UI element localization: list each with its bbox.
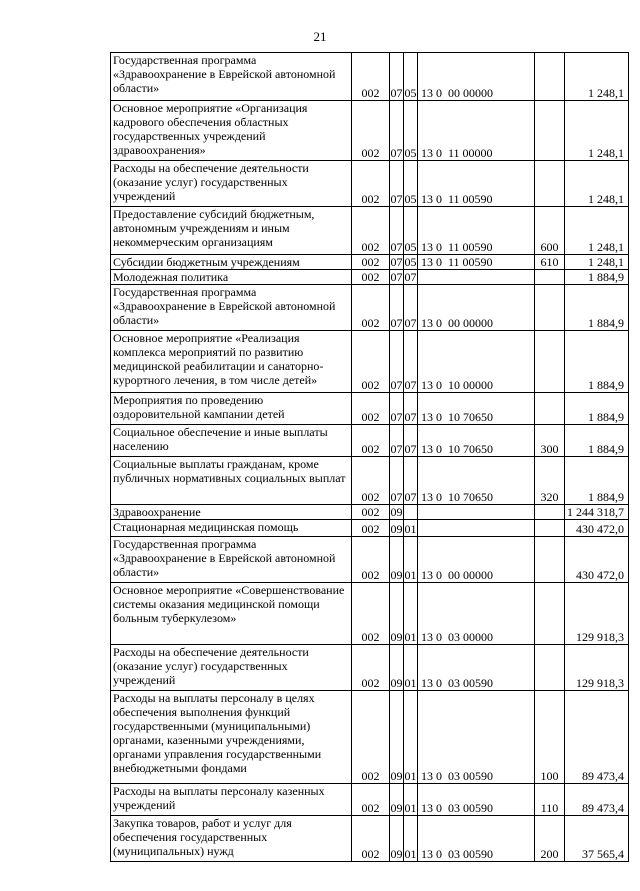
row-name: Здравоохранение — [111, 505, 352, 520]
row-name: Мероприятия по проведению оздоровительной кампании детей — [111, 393, 352, 425]
section-code: 07 — [390, 270, 403, 284]
target-item-code: 13 0 03 00590 — [418, 784, 535, 816]
amount: 1 248,1 — [565, 101, 629, 161]
amount: 1 248,1 — [565, 161, 629, 207]
section-code: 07 — [390, 331, 404, 393]
target-item-code: 13 0 11 00590 — [418, 207, 535, 255]
expense-type-code — [535, 645, 565, 691]
table-row — [111, 645, 629, 691]
row-name: Основное мероприятие «Организация кадрового обеспечения областных государственных учреждений здравоохранения» — [111, 101, 352, 161]
subsection-code — [404, 505, 418, 520]
section-code: 07 — [390, 101, 404, 161]
target-item-code: 13 0 00 00000 — [418, 537, 535, 583]
ved-code: 002 — [352, 255, 390, 270]
table-body — [111, 53, 629, 862]
target-item-code — [418, 270, 535, 285]
table-row — [111, 537, 629, 583]
section-code: 07 — [390, 393, 404, 425]
ved-code: 002 — [352, 505, 390, 520]
row-name: Молодежная политика — [111, 270, 352, 285]
amount: 430 472,0 — [565, 537, 629, 583]
amount: 89 473,4 — [565, 784, 629, 816]
expense-type-code — [535, 583, 565, 645]
amount: 1 884,9 — [565, 331, 629, 393]
expense-type-code: 610 — [535, 255, 565, 270]
expense-type-code: 200 — [535, 816, 565, 862]
section-code: 09 — [390, 645, 404, 691]
ved-code: 002 — [352, 457, 390, 505]
ved-code: 002 — [352, 285, 390, 331]
target-item-code: 13 0 10 70650 — [418, 393, 535, 425]
amount: 430 472,0 — [565, 520, 629, 537]
subsection-code: 07 — [404, 425, 418, 457]
target-item-code: 13 0 03 00000 — [418, 583, 535, 645]
row-name: Субсидии бюджетным учреждениям — [111, 255, 352, 270]
table-row — [111, 270, 629, 285]
ved-code: 002 — [352, 101, 390, 161]
ved-code: 002 — [352, 645, 390, 691]
amount: 129 918,3 — [565, 645, 629, 691]
table-row — [111, 816, 629, 862]
target-item-code: 13 0 10 70650 — [418, 425, 535, 457]
table-row — [111, 331, 629, 393]
table-row — [111, 583, 629, 645]
amount: 1 884,9 — [565, 425, 629, 457]
target-item-code: 13 0 11 00000 — [418, 101, 535, 161]
amount: 129 918,3 — [565, 583, 629, 645]
subsection-code: 07 — [404, 393, 418, 425]
ved-code: 002 — [352, 53, 390, 101]
expense-type-code — [535, 520, 565, 537]
target-item-code — [418, 505, 535, 520]
subsection-code: 01 — [404, 583, 418, 645]
expense-type-code: 110 — [535, 784, 565, 816]
amount: 1 884,9 — [565, 457, 629, 505]
expense-type-code — [535, 270, 565, 285]
row-name: Расходы на выплаты персоналу в целях обеспечения выполнения функций государственными (муниципальными) органами, казенными учреждениями, органами управления государственными внебюджетными фондами — [111, 691, 352, 784]
ved-code: 002 — [352, 393, 390, 425]
subsection-code: 05 — [404, 255, 417, 269]
section-code: 07 — [390, 255, 403, 269]
target-item-code: 13 0 03 00590 — [418, 816, 535, 862]
row-name: Государственная программа «Здравоохранение в Еврейской автономной области» — [111, 53, 352, 101]
row-name: Социальные выплаты гражданам, кроме публичных нормативных социальных выплат — [111, 457, 352, 505]
row-name: Государственная программа «Здравоохранение в Еврейской автономной области» — [111, 537, 352, 583]
ved-code: 002 — [352, 691, 390, 784]
row-name: Социальное обеспечение и иные выплаты населению — [111, 425, 352, 457]
subsection-code: 05 — [404, 53, 418, 101]
ved-code: 002 — [352, 331, 390, 393]
expense-type-code — [535, 505, 565, 520]
expense-type-code — [535, 161, 565, 207]
expense-type-code: 320 — [535, 457, 565, 505]
subsection-code: 07 — [404, 331, 418, 393]
row-name: Основное мероприятие «Реализация комплекса мероприятий по развитию медицинской реабилитации и санаторно-курортного лечения, в том числе детей» — [111, 331, 352, 393]
target-item-code: 13 0 11 00590 — [418, 255, 535, 270]
subsection-code: 05 — [404, 161, 418, 207]
ved-code: 002 — [352, 537, 390, 583]
table-row — [111, 207, 629, 255]
ved-code: 002 — [352, 784, 390, 816]
target-item-code: 13 0 00 00000 — [418, 53, 535, 101]
section-code: 09 — [390, 816, 404, 862]
row-name: Стационарная медицинская помощь — [111, 520, 352, 537]
amount: 1 248,1 — [565, 207, 629, 255]
table-row — [111, 457, 629, 505]
section-code: 09 — [390, 537, 404, 583]
expense-type-code — [535, 285, 565, 331]
section-code: 09 — [390, 691, 404, 784]
section-code: 09 — [390, 505, 403, 519]
row-name: Расходы на обеспечение деятельности (оказание услуг) государственных учреждений — [111, 161, 352, 207]
ved-code: 002 — [352, 816, 390, 862]
target-item-code: 13 0 11 00590 — [418, 161, 535, 207]
table-row — [111, 285, 629, 331]
amount: 1 884,9 — [565, 393, 629, 425]
subsection-code: 05 — [404, 207, 418, 255]
subsection-code: 07 — [404, 285, 418, 331]
ved-code: 002 — [352, 520, 390, 537]
subsection-code: 01 — [404, 520, 418, 537]
expense-type-code — [535, 53, 565, 101]
expense-type-code: 600 — [535, 207, 565, 255]
table-row — [111, 393, 629, 425]
expense-type-code: 300 — [535, 425, 565, 457]
row-name: Закупка товаров, работ и услуг для обеспечения государственных (муниципальных) нужд — [111, 816, 352, 862]
expense-type-code — [535, 101, 565, 161]
target-item-code: 13 0 00 00000 — [418, 285, 535, 331]
subsection-code: 05 — [404, 101, 418, 161]
expense-type-code: 100 — [535, 691, 565, 784]
amount: 1 248,1 — [565, 255, 629, 270]
subsection-code: 01 — [404, 816, 418, 862]
row-name: Основное мероприятие «Совершенствование системы оказания медицинской помощи больным туберкулезом» — [111, 583, 352, 645]
table-row — [111, 505, 629, 520]
amount: 1 884,9 — [565, 270, 629, 285]
section-code: 07 — [390, 285, 404, 331]
section-code: 07 — [390, 207, 404, 255]
section-code: 07 — [390, 161, 404, 207]
table-row — [111, 101, 629, 161]
expense-type-code — [535, 537, 565, 583]
table-row — [111, 53, 629, 101]
target-item-code — [418, 520, 535, 537]
target-item-code: 13 0 03 00590 — [418, 645, 535, 691]
subsection-code: 07 — [404, 270, 417, 284]
row-name: Государственная программа «Здравоохранение в Еврейской автономной области» — [111, 285, 352, 331]
ved-code: 002 — [352, 583, 390, 645]
table-row — [111, 161, 629, 207]
section-code: 07 — [390, 457, 404, 505]
ved-code: 002 — [352, 270, 390, 285]
section-code: 09 — [390, 583, 404, 645]
section-code: 09 — [390, 520, 404, 537]
target-item-code: 13 0 10 70650 — [418, 457, 535, 505]
table-row — [111, 255, 629, 270]
subsection-code: 01 — [404, 691, 418, 784]
ved-code: 002 — [352, 207, 390, 255]
amount: 37 565,4 — [565, 816, 629, 862]
target-item-code: 13 0 03 00590 — [418, 691, 535, 784]
amount: 1 244 318,7 — [565, 505, 629, 520]
subsection-code: 07 — [404, 457, 418, 505]
section-code: 09 — [390, 784, 404, 816]
amount: 89 473,4 — [565, 691, 629, 784]
expense-type-code — [535, 331, 565, 393]
subsection-code: 01 — [404, 784, 418, 816]
table-row — [111, 784, 629, 816]
page-number: 21 — [313, 29, 327, 44]
ved-code: 002 — [352, 161, 390, 207]
row-name: Расходы на выплаты персоналу казенных учреждений — [111, 784, 352, 816]
row-name: Предоставление субсидий бюджетным, автономным учреждениям и иным некоммерческим организациям — [111, 207, 352, 255]
subsection-code: 01 — [404, 537, 418, 583]
subsection-code: 01 — [404, 645, 418, 691]
table-row — [111, 691, 629, 784]
section-code: 07 — [390, 425, 404, 457]
amount: 1 248,1 — [565, 53, 629, 101]
target-item-code: 13 0 10 00000 — [418, 331, 535, 393]
table-row — [111, 425, 629, 457]
expense-type-code — [535, 393, 565, 425]
amount: 1 884,9 — [565, 285, 629, 331]
budget-table — [110, 52, 629, 862]
ved-code: 002 — [352, 425, 390, 457]
row-name: Расходы на обеспечение деятельности (оказание услуг) государственных учреждений — [111, 645, 352, 691]
table-row — [111, 520, 629, 537]
section-code: 07 — [390, 53, 404, 101]
